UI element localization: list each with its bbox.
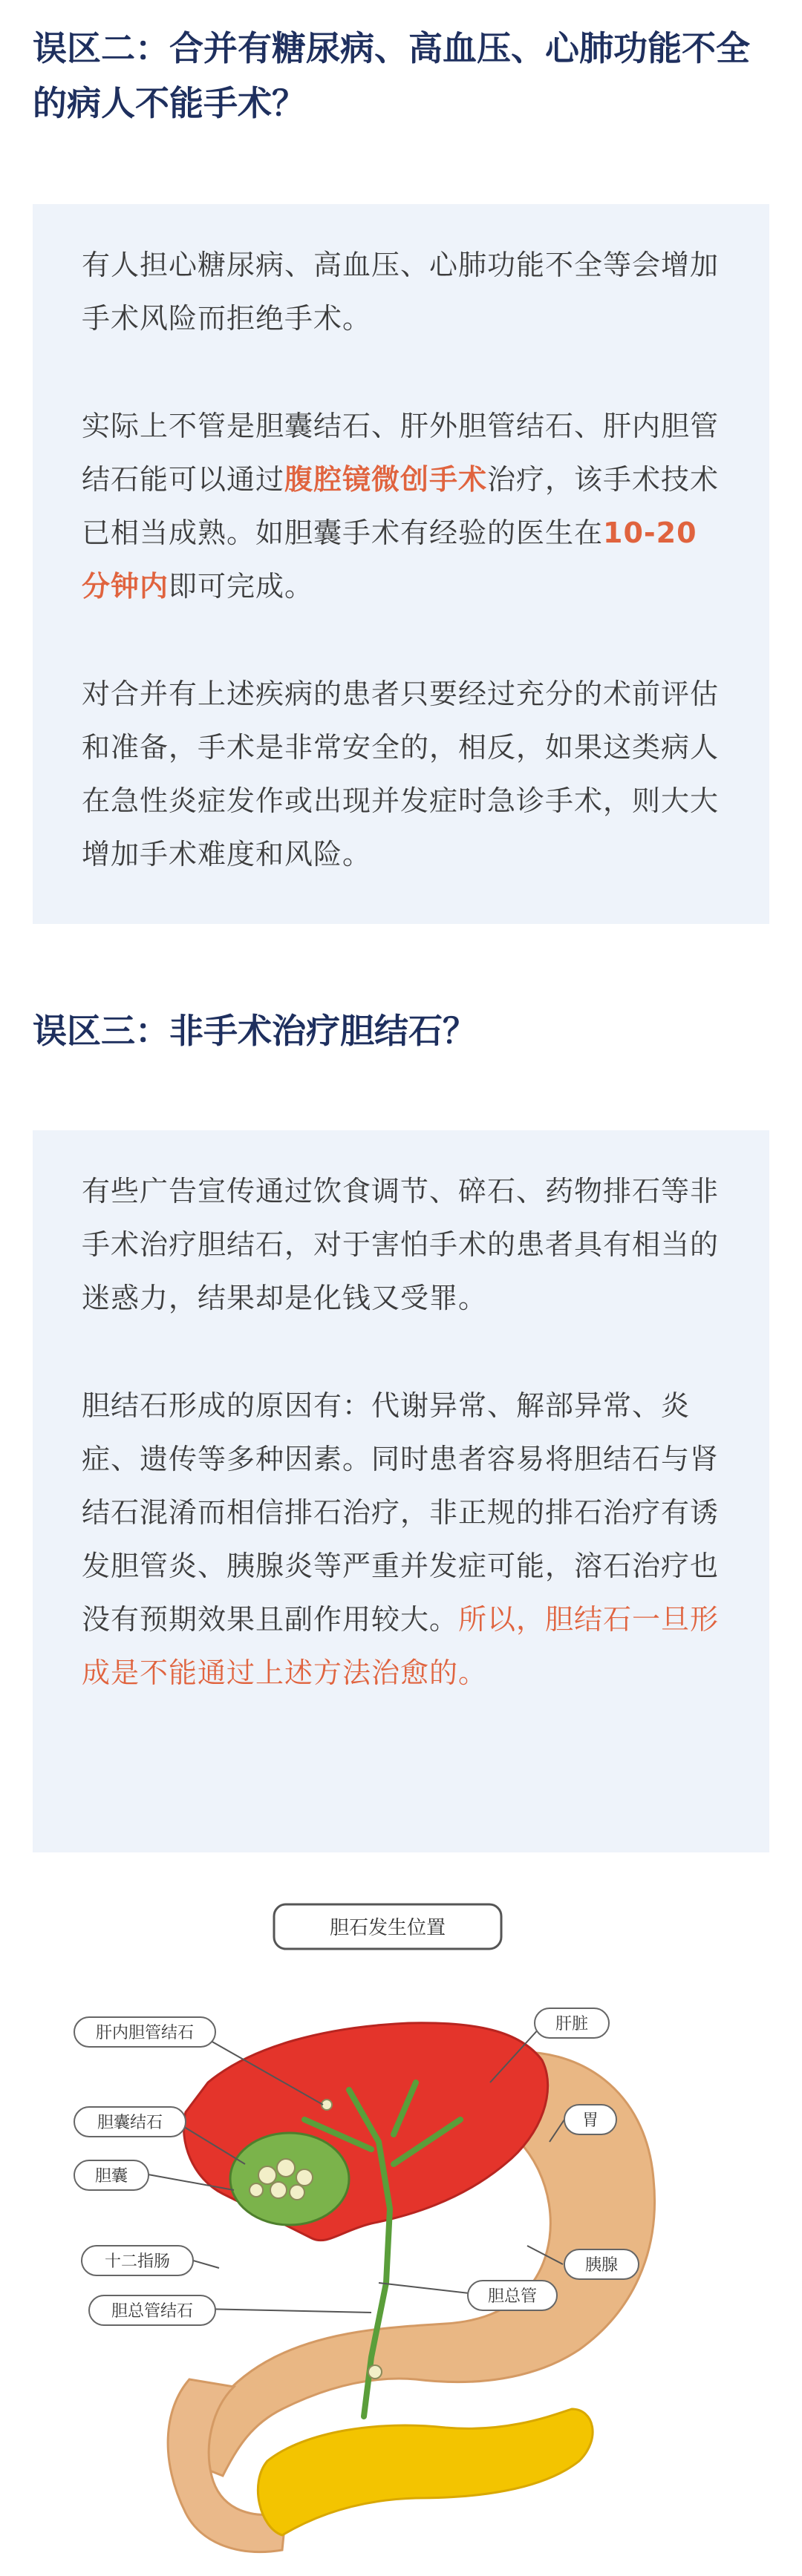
gallbladder-shape xyxy=(230,2133,349,2225)
section3-paragraph-2 xyxy=(82,1379,720,1700)
figure-title: 胆石发生位置 xyxy=(329,1917,446,1939)
section3-card xyxy=(33,1130,769,1852)
label-pancreas: 胰腺 xyxy=(584,2256,619,2275)
label-intrahepatic-stone: 肝内胆管结石 xyxy=(95,2024,195,2042)
text: 治疗，该手术技术已相当成熟。如胆囊手术有经验的医生在 xyxy=(82,463,720,549)
label-common-bile-duct: 胆总管 xyxy=(487,2287,538,2306)
highlight-laparoscopic: 腹腔镜微创手术 xyxy=(284,463,488,496)
text: 胆结石形成的原因有：代谢异常、解部异常、炎症、遗传等多种因素。同时患者容易将胆结石与肾结石混淆而相信排石治疗，非正规的排石治疗有诱发胆管炎、胰腺炎等严重并发症可能，溶石治疗也没有预期效果且副作用较大。 xyxy=(82,1389,720,1636)
common-duct-stone xyxy=(368,2365,382,2379)
text: 即可完成。 xyxy=(169,570,314,603)
label-stomach: 胃 xyxy=(581,2111,599,2130)
section2-card xyxy=(33,204,769,924)
section2-paragraph-1: 有人担心糖尿病、高血压、心肺功能不全等会增加手术风险而拒绝手术。 xyxy=(82,249,720,335)
highlight-duration: 10-20分钟内 xyxy=(82,517,697,603)
gallstone-location-diagram xyxy=(59,1897,757,2572)
section2-paragraph-3: 对合并有上述疾病的患者只要经过充分的术前评估和准备，手术是非常安全的，相反，如果这类病人在急性炎症发作或出现并发症时急诊手术，则大大增加手术难度和风险。 xyxy=(82,678,720,871)
section2-heading: 误区二：合并有糖尿病、高血压、心肺功能不全的病人不能手术？ xyxy=(33,28,750,123)
section2-paragraph-2 xyxy=(82,399,720,613)
liver-shape xyxy=(183,2023,547,2241)
pancreas-shape xyxy=(258,2409,593,2535)
text: 实际上不管是胆囊结石、肝外胆管结石、肝内胆管结石能可以通过 xyxy=(82,410,720,496)
section3-paragraph-1: 有些广告宣传通过饮食调节、碎石、药物排石等非手术治疗胆结石，对于害怕手术的患者具有相当的迷惑力，结果却是化钱又受罪。 xyxy=(82,1175,720,1314)
label-liver: 肝脏 xyxy=(555,2015,589,2033)
label-gallbladder-stone: 胆囊结石 xyxy=(97,2114,163,2132)
label-common-bile-duct-stone: 胆总管结石 xyxy=(111,2302,194,2321)
highlight-conclusion: 所以，胆结石一旦形成是不能通过上述方法治愈的。 xyxy=(82,1603,720,1689)
label-duodenum: 十二指肠 xyxy=(104,2252,171,2271)
section3-heading: 误区三：非手术治疗胆结石？ xyxy=(33,1011,477,1051)
label-gallbladder: 胆囊 xyxy=(94,2167,128,2186)
intrahepatic-stone xyxy=(322,2100,332,2110)
